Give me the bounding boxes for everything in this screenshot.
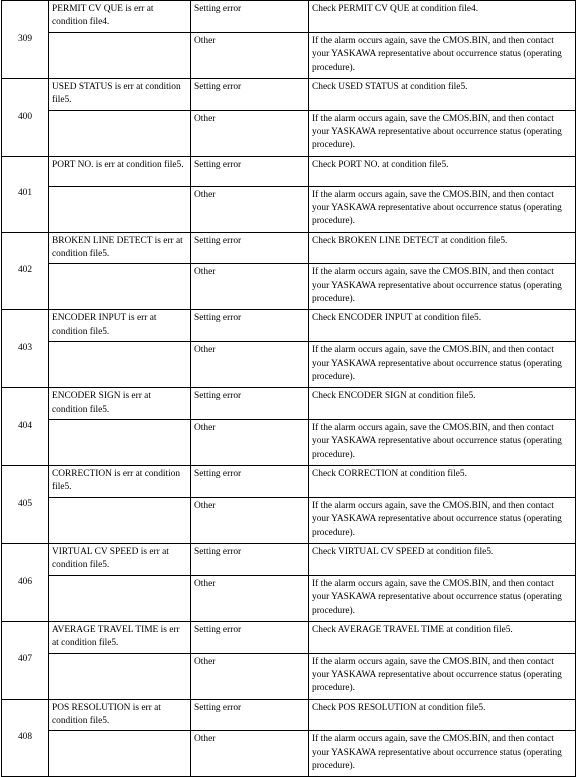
cause-other: Other — [191, 110, 309, 156]
alarm-message-blank — [49, 731, 191, 777]
alarm-message-blank — [49, 186, 191, 232]
remedy-setting-error: Check BROKEN LINE DETECT at condition file5. — [309, 232, 576, 264]
remedy-setting-error: Check ENCODER SIGN at condition file5. — [309, 388, 576, 420]
remedy-other: If the alarm occurs again, save the CMOS.BIN, and then contact your YASKAWA representative about occurrence status (operating procedure). — [309, 110, 576, 156]
cause-other: Other — [191, 653, 309, 699]
cause-setting-error: Setting error — [191, 310, 309, 342]
cause-setting-error: Setting error — [191, 543, 309, 575]
alarm-message: POS RESOLUTION is err at condition file5. — [49, 699, 191, 731]
cause-setting-error: Setting error — [191, 78, 309, 110]
alarm-code: 401 — [2, 156, 49, 232]
remedy-other: If the alarm occurs again, save the CMOS.BIN, and then contact your YASKAWA representative about occurrence status (operating procedure). — [309, 342, 576, 388]
alarm-code: 400 — [2, 78, 49, 156]
alarm-message: CORRECTION is err at condition file5. — [49, 466, 191, 498]
remedy-setting-error: Check ENCODER INPUT at condition file5. — [309, 310, 576, 342]
alarm-message: AVERAGE TRAVEL TIME is err at condition file5. — [49, 621, 191, 653]
cause-other: Other — [191, 264, 309, 310]
table-row — [2, 264, 576, 310]
remedy-setting-error: Check USED STATUS at condition file5. — [309, 78, 576, 110]
table-row — [2, 653, 576, 699]
alarm-message: VIRTUAL CV SPEED is err at condition file5. — [49, 543, 191, 575]
table-row — [2, 699, 576, 731]
table-row — [2, 186, 576, 232]
cause-setting-error: Setting error — [191, 1, 309, 33]
remedy-setting-error: Check VIRTUAL CV SPEED at condition file5. — [309, 543, 576, 575]
table-row — [2, 310, 576, 342]
alarm-message: ENCODER INPUT is err at condition file5. — [49, 310, 191, 342]
alarm-message: USED STATUS is err at condition file5. — [49, 78, 191, 110]
cause-setting-error: Setting error — [191, 156, 309, 186]
table-row — [2, 78, 576, 110]
table-row — [2, 388, 576, 420]
table-row — [2, 232, 576, 264]
alarm-code: 405 — [2, 466, 49, 544]
alarm-code: 309 — [2, 1, 49, 79]
table-row — [2, 575, 576, 621]
remedy-other: If the alarm occurs again, save the CMOS.BIN, and then contact your YASKAWA representative about occurrence status (operating procedure). — [309, 32, 576, 78]
alarm-message: BROKEN LINE DETECT is err at condition file5. — [49, 232, 191, 264]
table-row — [2, 156, 576, 186]
cause-setting-error: Setting error — [191, 232, 309, 264]
remedy-other: If the alarm occurs again, save the CMOS.BIN, and then contact your YASKAWA representative about occurrence status (operating procedure). — [309, 497, 576, 543]
remedy-other: If the alarm occurs again, save the CMOS.BIN, and then contact your YASKAWA representative about occurrence status (operating procedure). — [309, 653, 576, 699]
cause-setting-error: Setting error — [191, 466, 309, 498]
alarm-message: ENCODER SIGN is err at condition file5. — [49, 388, 191, 420]
cause-other: Other — [191, 342, 309, 388]
alarm-code: 402 — [2, 232, 49, 310]
cause-other: Other — [191, 186, 309, 232]
cause-setting-error: Setting error — [191, 621, 309, 653]
cause-setting-error: Setting error — [191, 699, 309, 731]
alarm-message-blank — [49, 32, 191, 78]
table-row — [2, 1, 576, 33]
alarm-code: 403 — [2, 310, 49, 388]
table-row — [2, 621, 576, 653]
table-row — [2, 543, 576, 575]
alarm-code: 408 — [2, 699, 49, 777]
cause-setting-error: Setting error — [191, 388, 309, 420]
alarm-message: PERMIT CV QUE is err at condition file4. — [49, 1, 191, 33]
remedy-other: If the alarm occurs again, save the CMOS.BIN, and then contact your YASKAWA representative about occurrence status (operating procedure). — [309, 186, 576, 232]
cause-other: Other — [191, 575, 309, 621]
alarm-message-blank — [49, 110, 191, 156]
table-row — [2, 342, 576, 388]
alarm-code: 407 — [2, 621, 49, 699]
table-row — [2, 32, 576, 78]
alarm-table — [1, 0, 576, 777]
cause-other: Other — [191, 731, 309, 777]
remedy-setting-error: Check POS RESOLUTION at condition file5. — [309, 699, 576, 731]
alarm-code: 406 — [2, 543, 49, 621]
alarm-message-blank — [49, 264, 191, 310]
alarm-message-blank — [49, 575, 191, 621]
table-row — [2, 731, 576, 777]
alarm-message-blank — [49, 497, 191, 543]
table-row — [2, 497, 576, 543]
remedy-setting-error: Check CORRECTION at condition file5. — [309, 466, 576, 498]
alarm-message-blank — [49, 420, 191, 466]
alarm-code: 404 — [2, 388, 49, 466]
remedy-other: If the alarm occurs again, save the CMOS.BIN, and then contact your YASKAWA representative about occurrence status (operating procedure). — [309, 731, 576, 777]
remedy-other: If the alarm occurs again, save the CMOS.BIN, and then contact your YASKAWA representative about occurrence status (operating procedure). — [309, 264, 576, 310]
table-row — [2, 420, 576, 466]
remedy-setting-error: Check PERMIT CV QUE at condition file4. — [309, 1, 576, 33]
cause-other: Other — [191, 32, 309, 78]
alarm-message: PORT NO. is err at condition file5. — [49, 156, 191, 186]
table-row — [2, 110, 576, 156]
remedy-other: If the alarm occurs again, save the CMOS.BIN, and then contact your YASKAWA representative about occurrence status (operating procedure). — [309, 420, 576, 466]
alarm-table-body — [2, 1, 576, 777]
cause-other: Other — [191, 420, 309, 466]
remedy-setting-error: Check AVERAGE TRAVEL TIME at condition file5. — [309, 621, 576, 653]
remedy-setting-error: Check PORT NO. at condition file5. — [309, 156, 576, 186]
cause-other: Other — [191, 497, 309, 543]
remedy-other: If the alarm occurs again, save the CMOS.BIN, and then contact your YASKAWA representative about occurrence status (operating procedure). — [309, 575, 576, 621]
alarm-message-blank — [49, 342, 191, 388]
table-row — [2, 466, 576, 498]
alarm-message-blank — [49, 653, 191, 699]
